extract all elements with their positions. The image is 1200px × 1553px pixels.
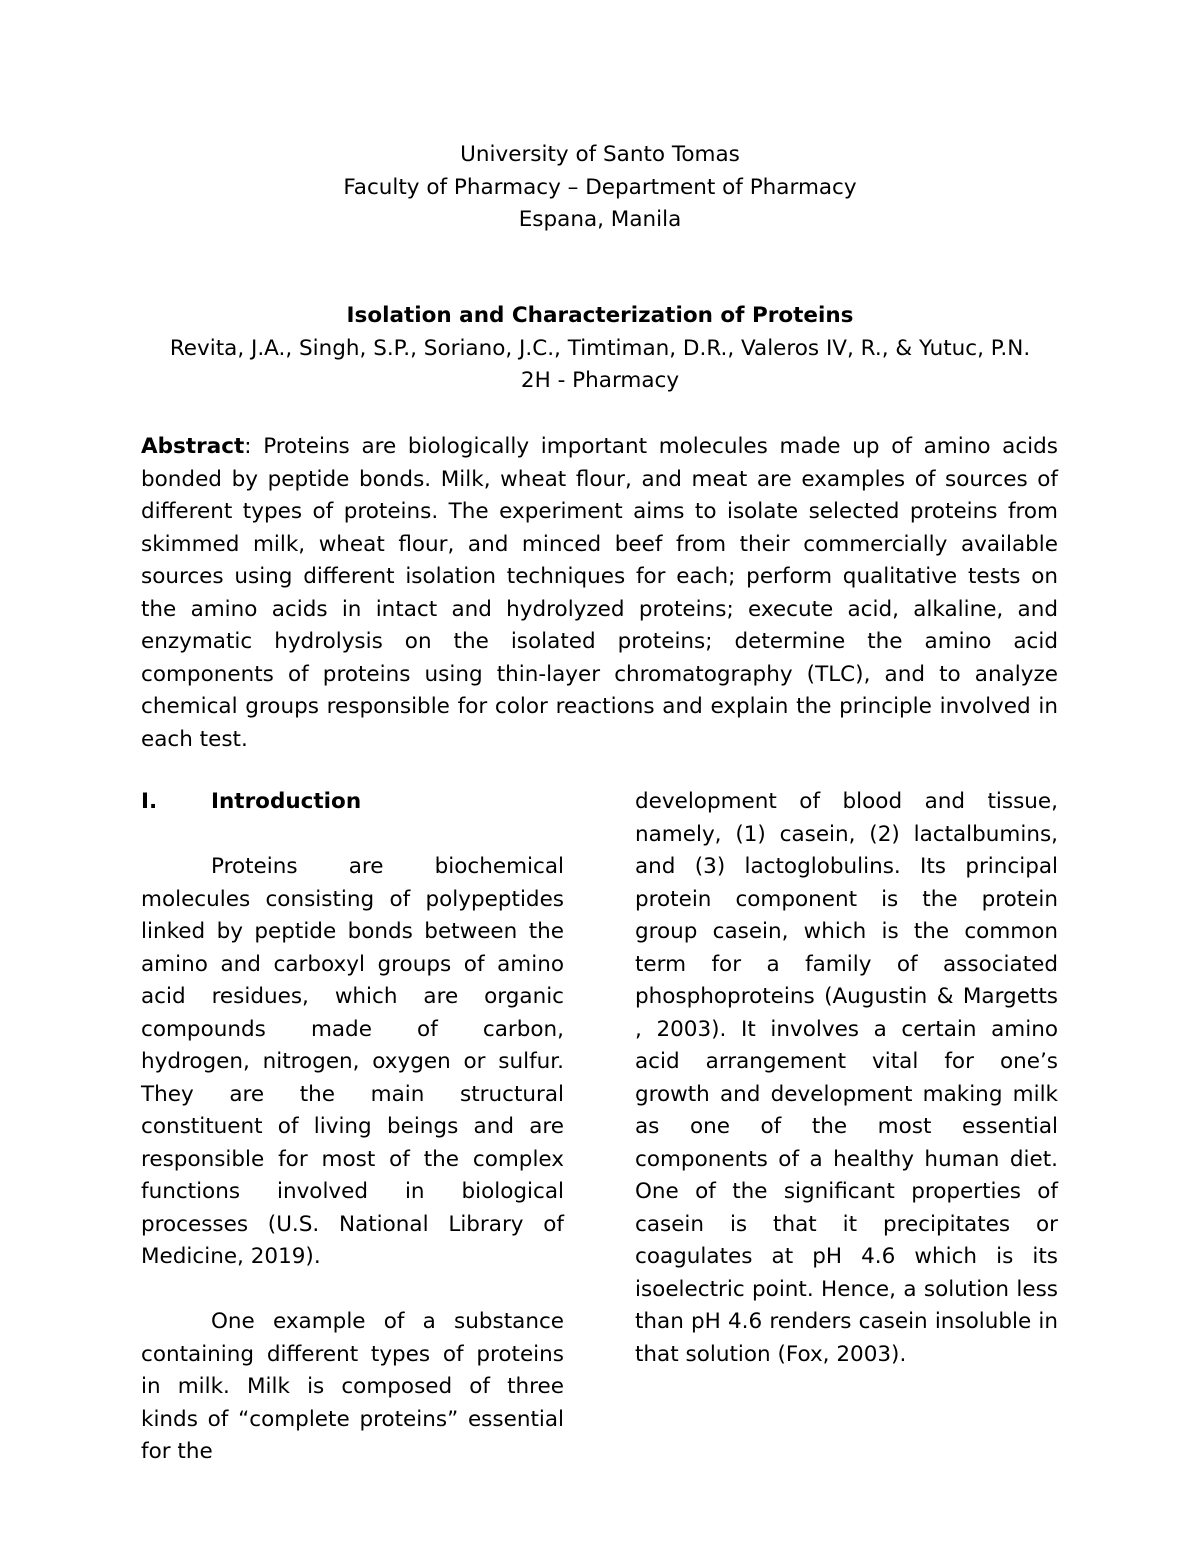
section-number: I. [141,789,158,814]
abstract [141,431,1058,756]
institution-header [0,139,1200,237]
abstract-label: Abstract [141,434,245,459]
intro-paragraph-2-start: One example of a substance containing different types of proteins in milk. Milk is composed of three kinds of “complete proteins” essential for the [141,1309,564,1464]
class-section: 2H - Pharmacy [520,368,680,393]
section-heading [141,786,564,819]
authors: Revita, J.A., Singh, S.P., Soriano, J.C., Timtiman, D.R., Valeros IV, R., & Yutuc, P.N. [169,335,1031,361]
left-column [141,786,564,1469]
paper-title: Isolation and Characterization of Proteins [346,303,854,328]
title-block [0,300,1200,398]
faculty-name: Faculty of Pharmacy – Department of Pharmacy [343,174,857,200]
right-column [635,786,1058,1371]
intro-paragraph-2-continued: development of blood and tissue, namely, (1) casein, (2) lactalbumins, and (3) lactoglobulins. Its principal protein component is the protein group casein, which is the common term for a family of associated phosphoproteins (Augustin & Margetts , 2003). It involves a certain amino acid arrangement vital for one’s growth and development making milk as one of the most essential components of a healthy human diet. One of the significant properties of casein is that it precipitates or coagulates at pH 4.6 which is its isoelectric point. Hence, a solution less than pH 4.6 renders casein insoluble in that solution (Fox, 2003). [635,789,1058,1367]
abstract-separator: : [244,434,264,459]
section-title: Introduction [211,789,362,814]
abstract-text: Proteins are biologically important molecules made up of amino acids bonded by peptide bonds. Milk, wheat flour, and meat are examples of sources of different types of proteins. The experiment aims to isolate selected proteins from skimmed milk, wheat flour, and minced beef from their commercially available sources using different isolation techniques for each; perform qualitative tests on the amino acids in intact and hydrolyzed proteins; execute acid, alkaline, and enzymatic hydrolysis on the isolated proteins; determine the amino acid components of proteins using thin-layer chromatography (TLC), and to analyze chemical groups responsible for color reactions and explain the principle involved in each test. [141,434,1058,752]
location: Espana, Manila [518,207,682,232]
university-name: University of Santo Tomas [460,142,740,167]
intro-paragraph-1: Proteins are biochemical molecules consisting of polypeptides linked by peptide bonds between the amino and carboxyl groups of amino acid residues, which are organic compounds made of carbon, hydrogen, nitrogen, oxygen or sulfur. They are the main structural constituent of living beings and are responsible for most of the complex functions involved in biological processes (U.S. National Library of Medicine, 2019). [141,854,564,1269]
